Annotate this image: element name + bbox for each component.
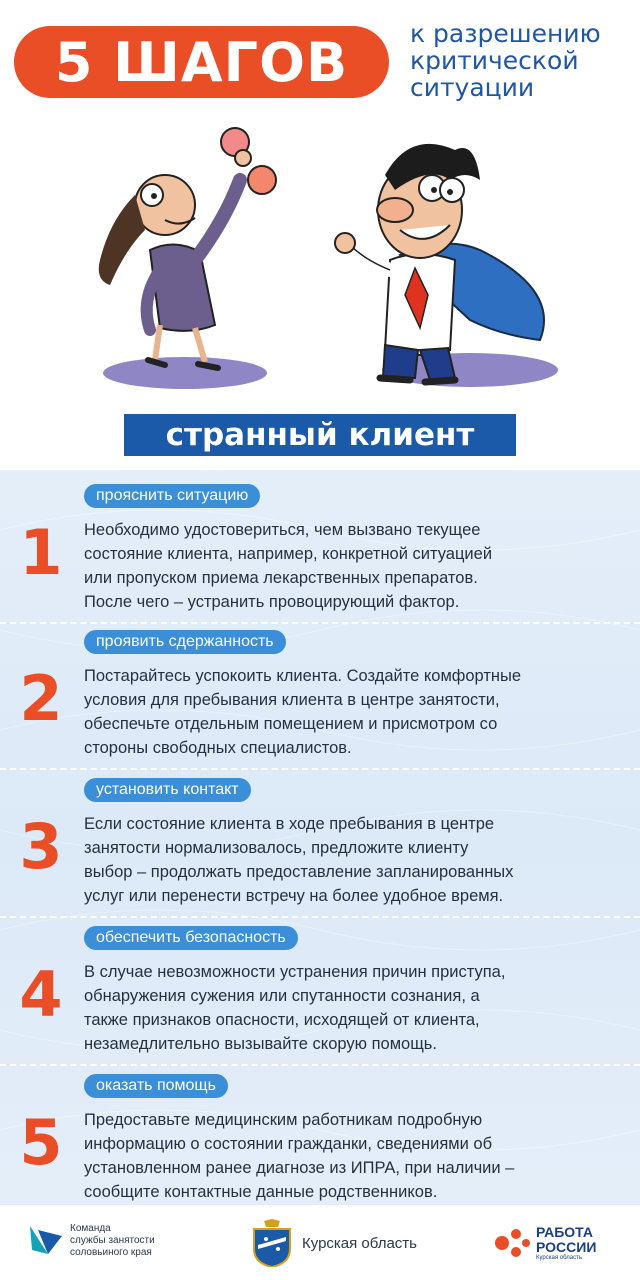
step-number: 1 <box>19 516 63 589</box>
step-text-line: сообщите контактные данные родственников. <box>84 1183 438 1201</box>
step-text-line: После чего – устранить провоцирующий фактор. <box>84 593 460 611</box>
step-text-line: обнаружения сужения или спутанности сознания, а <box>84 987 480 1005</box>
region-logo <box>250 1219 417 1267</box>
step-text <box>84 664 604 760</box>
step-text-line: незамедлительно вызывайте скорую помощь. <box>84 1035 437 1053</box>
step-text-line: выбор – продолжать предоставление запланированных <box>84 863 514 881</box>
rabota-line: РОССИИ <box>536 1239 597 1255</box>
step-text-line: обеспечьте отдельным помещением и присмотром со <box>84 715 498 733</box>
step-text-line: услуг или перенести встречу на более удобное время. <box>84 887 504 905</box>
step-number: 2 <box>19 662 63 735</box>
subtitle-line: ситуации <box>410 73 535 102</box>
footer <box>0 1205 640 1280</box>
step-tag: установить контакт <box>84 778 251 802</box>
woman-shadow <box>103 357 267 389</box>
woman-character-illustration <box>99 128 276 368</box>
kursk-coat-of-arms-icon <box>250 1219 294 1267</box>
step-text-line: условия для пребывания клиента в центре занятости, <box>84 691 500 709</box>
step-tag: обеспечить безопасность <box>84 926 298 950</box>
step-text-line: также признаков опасности, исходящей от клиента, <box>84 1011 480 1029</box>
team-logo <box>28 1223 155 1259</box>
page-subtitle <box>410 20 635 101</box>
step-text-line: состояние клиента, например, конкретной ситуацией <box>84 545 493 563</box>
step-text <box>84 960 604 1056</box>
header <box>0 0 640 470</box>
step-1 <box>0 470 640 620</box>
step-text-line: Предоставьте медицинским работникам подробную <box>84 1111 483 1129</box>
step-text <box>84 518 604 614</box>
page-title: 5 ШАГОВ <box>14 26 389 98</box>
step-4 <box>0 912 640 1062</box>
team-line: службы занятости <box>70 1235 155 1246</box>
rabota-rossii-logo <box>492 1225 596 1261</box>
step-text <box>84 1108 604 1204</box>
step-text-line: занятости нормализовалось, предложите клиенту <box>84 839 469 857</box>
step-number: 4 <box>19 958 63 1031</box>
step-text-line: или пропуском приема лекарственных препаратов. <box>84 569 478 587</box>
step-text-line: Необходимо удостовериться, чем вызвано текущее <box>84 521 481 539</box>
rabota-subtitle: Курская область <box>536 1255 582 1261</box>
step-tag: оказать помощь <box>84 1074 228 1098</box>
rabota-line: РАБОТА <box>536 1224 593 1240</box>
subtitle-line: к разрешению <box>410 19 601 48</box>
step-tag: проявить сдержанность <box>84 630 286 654</box>
man-character-illustration <box>335 144 544 382</box>
rabota-rossii-logo-icon <box>492 1226 532 1260</box>
team-line: соловьиного края <box>70 1247 152 1258</box>
team-logo-icon <box>28 1224 64 1258</box>
step-text-line: информацию о состоянии гражданки, сведениями об <box>84 1135 493 1153</box>
step-text-line: Если состояние клиента в ходе пребывания в центре <box>84 815 495 833</box>
characters-illustration <box>0 110 640 400</box>
step-5 <box>0 1060 640 1205</box>
team-line: Команда <box>70 1223 111 1234</box>
region-name: Курская область <box>302 1234 417 1252</box>
step-text <box>84 812 604 908</box>
step-3 <box>0 764 640 914</box>
step-text-line: В случае невозможности устранения причин приступа, <box>84 963 506 981</box>
step-text-line: Постарайтесь успокоить клиента. Создайте комфортные <box>84 667 522 685</box>
step-text-line: установленном ранее диагнозе из ИПРА, при наличии – <box>84 1159 515 1177</box>
step-number: 3 <box>19 810 63 883</box>
step-number: 5 <box>19 1106 63 1179</box>
step-text-line: стороны свободных специалистов. <box>84 739 352 757</box>
step-tag: прояснить ситуацию <box>84 484 260 508</box>
topic-ribbon: странный клиент <box>124 414 516 456</box>
step-2 <box>0 616 640 766</box>
steps-section <box>0 470 640 1205</box>
subtitle-line: критической <box>410 46 579 75</box>
